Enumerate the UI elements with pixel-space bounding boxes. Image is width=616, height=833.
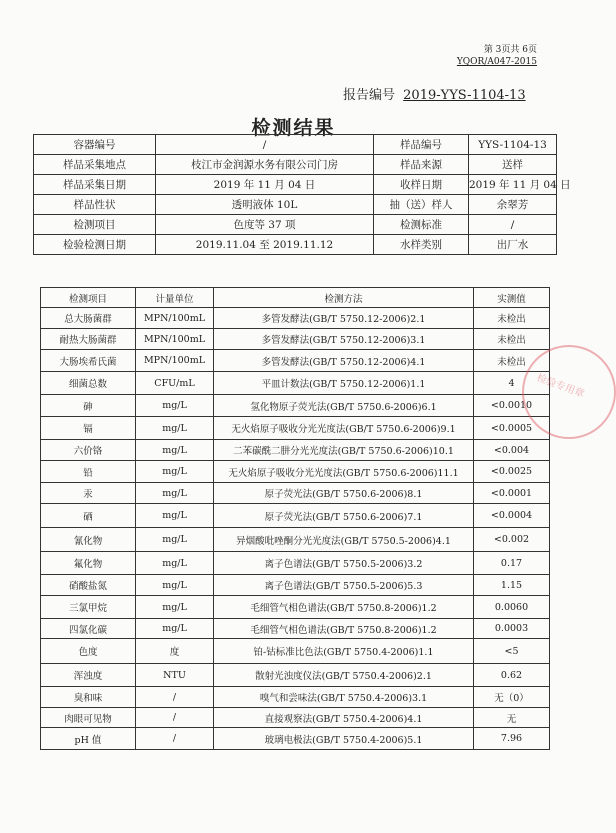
test-item: 四氯化碳	[41, 619, 136, 639]
info-value: 枝江市金润源水务有限公司门房	[156, 155, 374, 175]
info-value: 送样	[469, 155, 557, 175]
measured-value: 无（0）	[474, 687, 550, 708]
unit: /	[136, 687, 214, 708]
info-label: 检验检测日期	[34, 235, 156, 255]
unit: mg/L	[136, 461, 214, 483]
unit: mg/L	[136, 575, 214, 596]
test-item: 总大肠菌群	[41, 308, 136, 329]
info-value: 余翠芳	[469, 195, 557, 215]
result-row	[41, 687, 550, 708]
result-row	[41, 619, 550, 639]
info-value: /	[156, 135, 374, 155]
test-method: 原子荧光法(GB/T 5750.6-2006)7.1	[214, 504, 474, 528]
result-row	[41, 575, 550, 596]
sample-info-table	[33, 134, 571, 255]
info-row	[34, 215, 557, 235]
test-method: 无火焰原子吸收分光光度法(GB/T 5750.6-2006)9.1	[214, 417, 474, 440]
info-value: YYS-1104-13	[469, 135, 557, 155]
result-row	[41, 440, 550, 461]
test-item: 硝酸盐氮	[41, 575, 136, 596]
document-code: YQOR/A047-2015	[456, 57, 537, 67]
test-method: 毛细管气相色谱法(GB/T 5750.8-2006)1.2	[214, 619, 474, 639]
info-row	[34, 195, 557, 215]
result-row	[41, 308, 550, 329]
info-label: 样品编号	[374, 135, 469, 155]
unit: /	[136, 708, 214, 728]
info-label: 收样日期	[374, 175, 469, 195]
test-item: 三氯甲烷	[41, 596, 136, 619]
test-item: pH 值	[41, 728, 136, 750]
info-label: 检测标准	[374, 215, 469, 235]
page-info	[457, 44, 537, 68]
info-value: /	[469, 215, 557, 235]
result-row	[41, 552, 550, 575]
measured-value: <0.0010	[474, 395, 550, 417]
info-value: 2019 年 11 月 04 日	[156, 175, 374, 195]
measured-value: <0.0001	[474, 483, 550, 504]
info-label: 抽（送）样人	[374, 195, 469, 215]
test-item: 大肠埃希氏菌	[41, 350, 136, 372]
measured-value: 7.96	[474, 728, 550, 750]
test-method: 异烟酸吡唑酮分光光度法(GB/T 5750.5-2006)4.1	[214, 528, 474, 552]
info-value: 色度等 37 项	[156, 215, 374, 235]
test-item: 肉眼可见物	[41, 708, 136, 728]
report-number-label: 报告编号	[343, 88, 396, 103]
info-label: 检测项目	[34, 215, 156, 235]
unit: MPN/100mL	[136, 329, 214, 350]
test-method: 离子色谱法(GB/T 5750.5-2006)3.2	[214, 552, 474, 575]
measured-value: 未检出	[474, 308, 550, 329]
measured-value: <0.004	[474, 440, 550, 461]
unit: /	[136, 728, 214, 750]
test-item: 色度	[41, 639, 136, 664]
test-method: 铂-钴标准比色法(GB/T 5750.4-2006)1.1	[214, 639, 474, 664]
test-item: 氰化物	[41, 528, 136, 552]
test-item: 硒	[41, 504, 136, 528]
result-row	[41, 372, 550, 395]
result-row	[41, 639, 550, 664]
result-row	[41, 528, 550, 552]
report-number	[343, 84, 526, 103]
info-label: 样品采集日期	[34, 175, 156, 195]
results-table	[40, 287, 550, 750]
measured-value: <0.002	[474, 528, 550, 552]
results-header-row	[41, 288, 550, 308]
unit: mg/L	[136, 504, 214, 528]
unit: mg/L	[136, 528, 214, 552]
test-method: 无火焰原子吸收分光光度法(GB/T 5750.6-2006)11.1	[214, 461, 474, 483]
info-value: 2019.11.04 至 2019.11.12	[156, 235, 374, 255]
test-item: 细菌总数	[41, 372, 136, 395]
test-method: 二苯碳酰二肼分光光度法(GB/T 5750.6-2006)10.1	[214, 440, 474, 461]
column-header: 计量单位	[136, 288, 214, 308]
test-method: 离子色谱法(GB/T 5750.5-2006)5.3	[214, 575, 474, 596]
result-row	[41, 664, 550, 687]
report-number-value: 2019-YYS-1104-13	[403, 88, 526, 103]
result-row	[41, 329, 550, 350]
test-method: 多管发酵法(GB/T 5750.12-2006)2.1	[214, 308, 474, 329]
measured-value: 1.15	[474, 575, 550, 596]
measured-value: 未检出	[474, 350, 550, 372]
test-method: 直接观察法(GB/T 5750.4-2006)4.1	[214, 708, 474, 728]
test-method: 原子荧光法(GB/T 5750.6-2006)8.1	[214, 483, 474, 504]
info-value: 2019 年 11 月 04 日	[469, 175, 557, 195]
result-row	[41, 596, 550, 619]
official-seal-stamp: 检验专用章	[522, 345, 616, 439]
result-row	[41, 461, 550, 483]
measured-value: 0.0003	[474, 619, 550, 639]
column-header: 实测值	[474, 288, 550, 308]
test-item: 铅	[41, 461, 136, 483]
measured-value: <0.0004	[474, 504, 550, 528]
result-row	[41, 395, 550, 417]
test-item: 六价铬	[41, 440, 136, 461]
result-row	[41, 483, 550, 504]
test-item: 汞	[41, 483, 136, 504]
unit: mg/L	[136, 417, 214, 440]
unit: mg/L	[136, 395, 214, 417]
unit: mg/L	[136, 619, 214, 639]
test-item: 浑浊度	[41, 664, 136, 687]
page-title: 检测结果	[251, 117, 336, 139]
info-label: 样品采集地点	[34, 155, 156, 175]
info-label: 容器编号	[34, 135, 156, 155]
unit: 度	[136, 639, 214, 664]
info-value: 出厂水	[469, 235, 557, 255]
unit: mg/L	[136, 596, 214, 619]
test-item: 砷	[41, 395, 136, 417]
test-method: 多管发酵法(GB/T 5750.12-2006)4.1	[214, 350, 474, 372]
measured-value: <0.0025	[474, 461, 550, 483]
measured-value: 0.17	[474, 552, 550, 575]
info-label: 样品来源	[374, 155, 469, 175]
unit: CFU/mL	[136, 372, 214, 395]
unit: NTU	[136, 664, 214, 687]
measured-value: <5	[474, 639, 550, 664]
result-row	[41, 708, 550, 728]
info-row	[34, 235, 557, 255]
column-header: 检测项目	[41, 288, 136, 308]
info-row	[34, 155, 557, 175]
result-row	[41, 417, 550, 440]
measured-value: <0.0005	[474, 417, 550, 440]
unit: MPN/100mL	[136, 308, 214, 329]
unit: MPN/100mL	[136, 350, 214, 372]
result-row	[41, 728, 550, 750]
measured-value: 无	[474, 708, 550, 728]
unit: mg/L	[136, 440, 214, 461]
measured-value: 0.62	[474, 664, 550, 687]
info-value: 透明液体 10L	[156, 195, 374, 215]
test-item: 耐热大肠菌群	[41, 329, 136, 350]
test-method: 散射光浊度仪法(GB/T 5750.4-2006)2.1	[214, 664, 474, 687]
info-label: 样品性状	[34, 195, 156, 215]
test-method: 平皿计数法(GB/T 5750.12-2006)1.1	[214, 372, 474, 395]
info-label: 水样类别	[374, 235, 469, 255]
info-row	[34, 175, 557, 195]
test-method: 毛细管气相色谱法(GB/T 5750.8-2006)1.2	[214, 596, 474, 619]
test-method: 多管发酵法(GB/T 5750.12-2006)3.1	[214, 329, 474, 350]
test-method: 氢化物原子荧光法(GB/T 5750.6-2006)6.1	[214, 395, 474, 417]
test-item: 氟化物	[41, 552, 136, 575]
measured-value: 4	[474, 372, 550, 395]
info-row	[34, 135, 557, 155]
measured-value: 未检出	[474, 329, 550, 350]
result-row	[41, 504, 550, 528]
unit: mg/L	[136, 552, 214, 575]
result-row	[41, 350, 550, 372]
test-item: 臭和味	[41, 687, 136, 708]
test-method: 嗅气和尝味法(GB/T 5750.4-2006)3.1	[214, 687, 474, 708]
page-number: 第 3页共 6页	[483, 45, 537, 55]
test-item: 镉	[41, 417, 136, 440]
test-method: 玻璃电极法(GB/T 5750.4-2006)5.1	[214, 728, 474, 750]
measured-value: 0.0060	[474, 596, 550, 619]
unit: mg/L	[136, 483, 214, 504]
column-header: 检测方法	[214, 288, 474, 308]
